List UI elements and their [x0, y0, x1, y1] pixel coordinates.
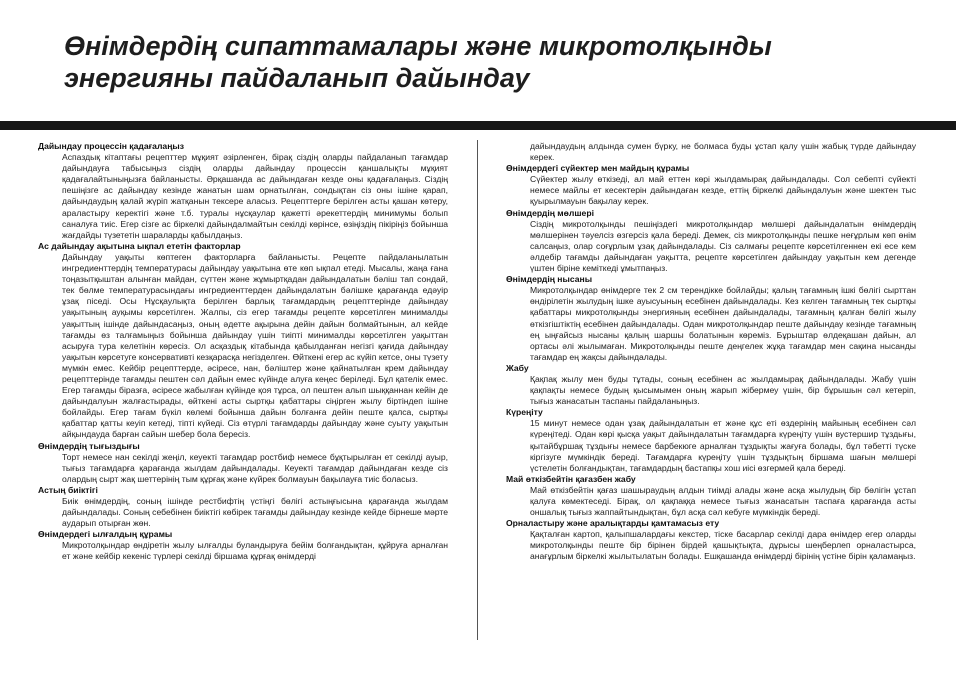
- section-body: Дайындау уақыты көптеген факторларға байланысты. Рецепте пайдаланылатын ингредиенттердің температурасы дайындау уақытына өте көп ықпал етеді. Мысалы, жаңа ғана тоңазытқыштан алынған майдан, сүттен және жұмыртқадан дайындалатын бәліш тап сондай, тек бөлме температурасындағы ингредиенттерден дайындалатын бәлішке қарағанда едәуір ұзақ піседі. Осы Нұсқаулықта берілген барлық тағамдардың рецепттерінде дайындау уақытының ауқымы көрсетілген. Жалпы, сіз егер тағамды рецепте көрсетілген минималды уақыттың ішінде дайындасаңыз, оның әдетте ақырына дейін дайын болмайтынын, ал кейде тағамды өз талғамыңыз бойынша дайындау үшін тиіпті минималды көрсетілген уақыттан асыруға тура келетінін көресіз. Ол асқаздық кітабында қабылданған негізгі қағида дайындау уақытын көрсетуге консервативті кезқарасқа негізделген. Өйткені егер ас күйіп кетсе, оны түзету мүмкін емес. Кейбір рецепттерде, әсіресе, нан, бәліштер және қайнатылған крем дайындау рецепттерінде тағамды пештен сәл дайын емес күйінде алуға кеңес беріледі. Бұл қателік емес. Егер тағамды біразға, әсіресе жабылған күйінде қоя тұрса, ол пештен алып шыққаннан кейін де дайындалуын жалғастырады, өйткені асты сыртқы қабаттары сіңірген жылу біртіндеп ішіне бойлайды. Егер тағам бүкіл көлемі бойынша дайын болғанға дейін пеште қалса, сыртқы қабаттар қатты кеуіп кетеді, тіпті күйеді. Сіз өтүрлі тағамдарды дайындау және суыту уақытын айқындауда барған сайын шебер бола бересіз.: [62, 251, 448, 440]
- section-heading: Орналастыру және аралықтарды қамтамасыз ету: [506, 518, 720, 529]
- section-body: Қақталған картоп, қалыпшалардағы кекстер, тіске басарлар секілді дара өнімдер егер оларды микротолқынды пеште бір бірінен бірдей қашықтықта, дұрысы шеңберлеп орналастырса, анағұрлым біркелкі жылытылатын болады. Ешқашанда өнімдерді бірінің үстіне бірін қаламаңыз.: [530, 529, 916, 562]
- section-moisture-content: [38, 529, 448, 562]
- section-food-quantity: [506, 208, 916, 275]
- section-heading: Жабу: [506, 362, 529, 373]
- section-body: Биік өнімдердің, соның ішінде рестбифтің үстіңгі бөлігі астыңғысына қарағанда жылдам дайындалады. Соның себебінен биіктігі көбірек тағамды дайындау кезінде кейде бірнеше мәрте аударып отырған жөн.: [62, 496, 448, 529]
- section-body: Микротолқындар өндіретін жылу ылғалды буландыруға бейім болғандықтан, құйруға арналған ет және кейбір кекеніс түрлері секілді біршама құрғақ өнімдерді: [62, 540, 448, 562]
- section-arrangement-spacing: [506, 518, 916, 562]
- section-body: Қақпақ жылу мен буды тұтады, соның есебінен ас жылдамырақ дайындалады. Жабу үшін қақпақты немесе будың қысымымен оның жарып жібермеу үшін, бір бұрышын сәл кетеріп, тығыз жанасатын таспаны пайдаланыңыз.: [530, 373, 916, 407]
- page-title-line-2: энергияны пайдаланып дайындау: [64, 63, 530, 93]
- section-heading: Өнімдердің нысаны: [506, 274, 593, 285]
- section-body: 15 минут немесе одан ұзақ дайындалатын ет және құс еті өздерінің майының есебінен сәл күреңітеді. Одан көрі қысқа уақыт дайындалатын тағамдарға күреңіту үшін вустершир тұздығы, қытайбұршақ тұздығы немесе барбекюге арналған тұздықты жағуға болады, бұл тәбетті түске кіргізуге мүмкіндік береді. Тағамдарға күреңіту үшін тұздықтың біршама шағын мөлшері үстелетін болғандықтан, тағамдардың бастапқы хош иісі өзгермей қала береді.: [530, 418, 916, 473]
- section-food-shape: [506, 274, 916, 363]
- section-heading: Өнімдердің мөлшері: [506, 207, 594, 218]
- section-body: Сүйектер жылу өткізеді, ал май еттен көрі жылдамырақ дайындалады. Сол себепті сүйекті немесе майлы ет кесектерін дайындаған кезде, еттің біркелкі дайындалуын және шектен тыс қуырылмауын бақылау керек.: [530, 174, 916, 207]
- section-heading: Ас дайындау ақытына ықпал ететін факторлар: [38, 240, 241, 251]
- section-food-density: [38, 441, 448, 485]
- section-heading: Күреңіту: [506, 407, 543, 418]
- section-heading: Астың биіктігі: [38, 484, 98, 495]
- section-heading: Дайындау процессін қадағалаңыз: [38, 141, 184, 151]
- section-moisture-continued: [506, 141, 916, 163]
- section-heading: Өнімдердегі ылғалдың құрамы: [38, 529, 173, 540]
- section-body: Микротолқындар өнімдерге тек 2 см терендікке бойлайды; қалың тағамның ішкі бөлігі сырттан өндірілетін жылудың ішке ауысуының есебінен дайындалады. Кез келген тағамның тек сыртқы қабаттары микротолқынды энергияның есебінен дайындалады, тағамның қалған бөлігі жылу өткізгіштіктің есебінен дайындалады. Одан микротолқындар пеште дайындау кезінде тағамның ең ыңғайсыз нысаны қалың шаршы болатынын көреміз. Бұрыштар өлдеқашан дайын, ал ортасы әлі жылымаған. Микротолқынды пеште деңгелек жұқа тағамдар мен сақина нысанды тағамдар ең жақсы дайындалады.: [530, 285, 916, 362]
- section-bones-and-fat: [506, 163, 916, 207]
- page-title-line-1: Өнімдердің сипаттамалары және микротолқынды: [64, 31, 772, 61]
- section-body: Май өткізбейтін қағаз шашыраудың алдын тиімді алады және асқа жылудың бір бөлігін ұстап қалуға көмектеседі. Бірақ, ол қақпаққа немесе тығыз жанасатын таспаға қарағанда асты оншалық тығыз жаппайтындықтан, бұл асқа сәл кебуге мүмкіндік береді.: [530, 484, 916, 518]
- section-greaseproof-paper: [506, 474, 916, 518]
- section-heading: Өнімдердің тығыздығы: [38, 440, 140, 451]
- section-cooking-control: [38, 141, 448, 241]
- section-heading: Май өткізбейтін қағазбен жабу: [506, 473, 636, 484]
- section-body: Торт немесе нан секілді жеңіл, кеуекті тағамдар ростбиф немесе бұқтырылған ет секілді ауыр, тығыз тағамдарға қарағанда жылдам дайындалады. Кеуекті тағамдар дайындаған кезде сіз олардың сырт жақ шеттерінің тым құрғақ және күйрек болмауын бақылауға тиіс боласыз.: [62, 451, 448, 484]
- section-food-height: [38, 485, 448, 529]
- section-body: дайындаудың алдында сумен бүрку, не болмаса буды ұстап қалу үшін жабық түрде дайындау керек.: [530, 141, 916, 163]
- section-cooking-time-factors: [38, 241, 448, 441]
- column-divider: [477, 140, 478, 640]
- section-covering: [506, 363, 916, 407]
- left-text-column: [38, 141, 448, 563]
- title-divider-bar: [0, 121, 956, 130]
- section-body: Сіздің микротолқынды пешіңіздегі микротолқындар мөлшері дайындалатын өнімдердің мөлшерінен тәуелсіз өзгерсіз қала береді. Демек, сіз микротолқынды пешке неғұрлым көп өнім салсаңыз, олар соғұрлым ұзақ дайындалады. Сіз салмағы рецепте көрсетілгеннен екі есе кем әлдебір тағамды дайындаған уақытта, рецепте көрсетілген дайындау уақытын кем дегенде үштен біріне кеміткеді ұмытпаңыз.: [530, 218, 916, 274]
- right-text-column: [506, 141, 916, 563]
- section-browning: [506, 407, 916, 474]
- section-body: Аспаздық кітаптағы рецепттер мұқият әзірленген, бірақ сіздің оларды пайдаланып тағамдар дайындауға табысыңыз сіздің оларды дайындау процессін қаншалықты мұқият қадағалайтыныңызға байланысты. Әрқашанда ас дайындаған кезде оны қадағалаңыз. Сіздің пешіңізге ас дайындау кезінде жанатын шам орнатылған, сондықтан сіз оны ішіне қарап, дайындаудың қалай жүріп жатқанын тексере аласыз. Рецепттерге берілген асты қашан көтеру, араластыру керектігі және т.б. туралы нұсқаулар қажетті әрекеттердің минимумы болып саналуға тиіс. Егер сізге ас біркелкі дайындалмайтын секілді көрінсе, өзіңіздің пікіріңіз бойынша жағдайды түзететін шараларды қабылдаңыз.: [62, 152, 448, 240]
- page-title: [64, 30, 924, 94]
- section-heading: Өнімдердегі сүйектер мен майдың құрамы: [506, 163, 690, 174]
